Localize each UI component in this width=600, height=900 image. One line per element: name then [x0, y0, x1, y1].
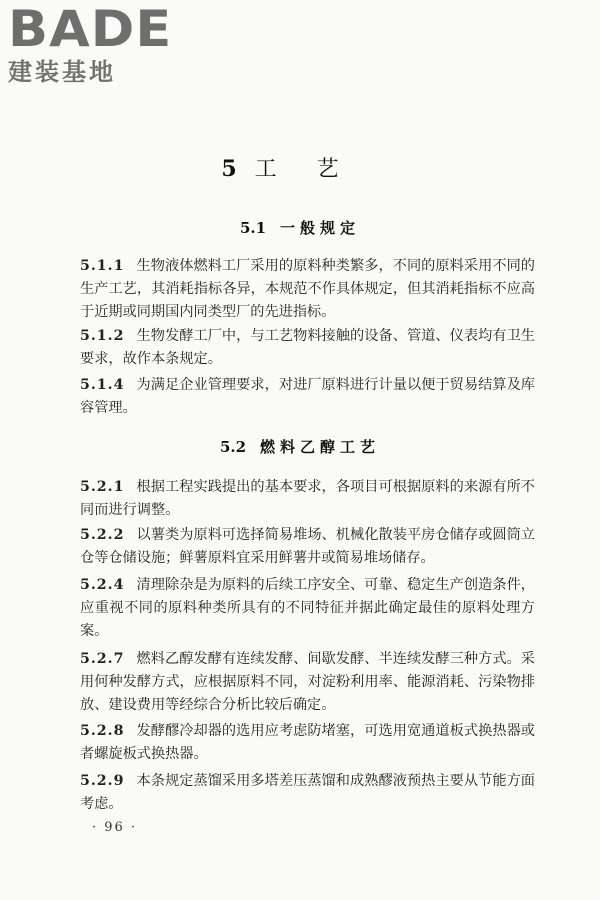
logo-subtitle: 建装基地 — [8, 58, 116, 86]
clause-text: 本条规定蒸馏采用多塔差压蒸馏和成熟醪液预热主要从节能方面考虑。 — [80, 773, 535, 812]
clause-text: 燃料乙醇发酵有连续发酵、间歇发酵、半连续发酵三种方式。采用何种发酵方式，应根据原料不同，对淀粉利用率、能源消耗、污染物排放、建设费用等经综合分析比较后确定。 — [80, 651, 535, 713]
logo-wordmark: BADE — [8, 0, 173, 58]
clause-paragraph — [80, 770, 535, 816]
clause-text: 生物发酵工厂中，与工艺物料接触的设备、管道、仪表均有卫生要求，故作本条规定。 — [80, 328, 535, 367]
section-heading — [0, 436, 600, 457]
clause-number: 5.2.7 — [80, 651, 125, 667]
chapter-title: 工艺 — [254, 157, 379, 182]
clause-paragraph — [80, 524, 535, 570]
clause-number: 5.2.2 — [80, 527, 125, 543]
clause-text: 为满足企业管理要求，对进厂原料进行计量以便于贸易结算及库容管理。 — [80, 377, 535, 416]
section-heading — [0, 217, 600, 238]
clause-number: 5.2.9 — [80, 773, 125, 789]
clause-text: 发酵醪冷却器的选用应考虑防堵塞，可选用宽通道板式换热器或者螺旋板式换热器。 — [80, 723, 535, 762]
clause-paragraph — [80, 255, 535, 324]
clause-number: 5.2.4 — [80, 577, 125, 593]
clause-text: 生物液体燃料工厂采用的原料种类繁多，不同的原料采用不同的生产工艺，其消耗指标各异，本规范不作具体规定，但其消耗指标不应高于近期或同期国内同类型厂的先进指标。 — [80, 258, 535, 320]
chapter-heading — [0, 152, 600, 183]
clause-number: 5.1.1 — [80, 258, 125, 274]
clause-number: 5.1.2 — [80, 328, 125, 344]
page-number: · 96 · — [92, 820, 138, 835]
section-number: 5.2 — [219, 438, 247, 456]
section-title: 燃料乙醇工艺 — [260, 438, 381, 456]
clause-text: 清理除杂是为原料的后续工序安全、可靠、稳定生产创造条件，应重视不同的原料种类所具有的不同特征并据此确定最佳的原料处理方案。 — [80, 577, 535, 639]
clause-paragraph — [80, 720, 535, 766]
clause-number: 5.1.4 — [80, 377, 125, 393]
section-number: 5.1 — [239, 219, 267, 237]
section-title: 一般规定 — [280, 219, 361, 237]
clause-paragraph — [80, 476, 535, 522]
clause-text: 根据工程实践提出的基本要求，各项目可根据原料的来源有所不同而进行调整。 — [80, 479, 535, 518]
clause-number: 5.2.1 — [80, 479, 125, 495]
chapter-number: 5 — [221, 156, 237, 182]
clause-paragraph — [80, 574, 535, 643]
bade-logo — [8, 2, 183, 86]
clause-paragraph — [80, 374, 535, 420]
clause-paragraph — [80, 325, 535, 371]
clause-paragraph — [80, 648, 535, 717]
clause-text: 以薯类为原料可选择简易堆场、机械化散装平房仓储存或圆筒立仓等仓储设施；鲜薯原料宜采用鲜薯井或简易堆场储存。 — [80, 527, 535, 566]
clause-number: 5.2.8 — [80, 723, 125, 739]
